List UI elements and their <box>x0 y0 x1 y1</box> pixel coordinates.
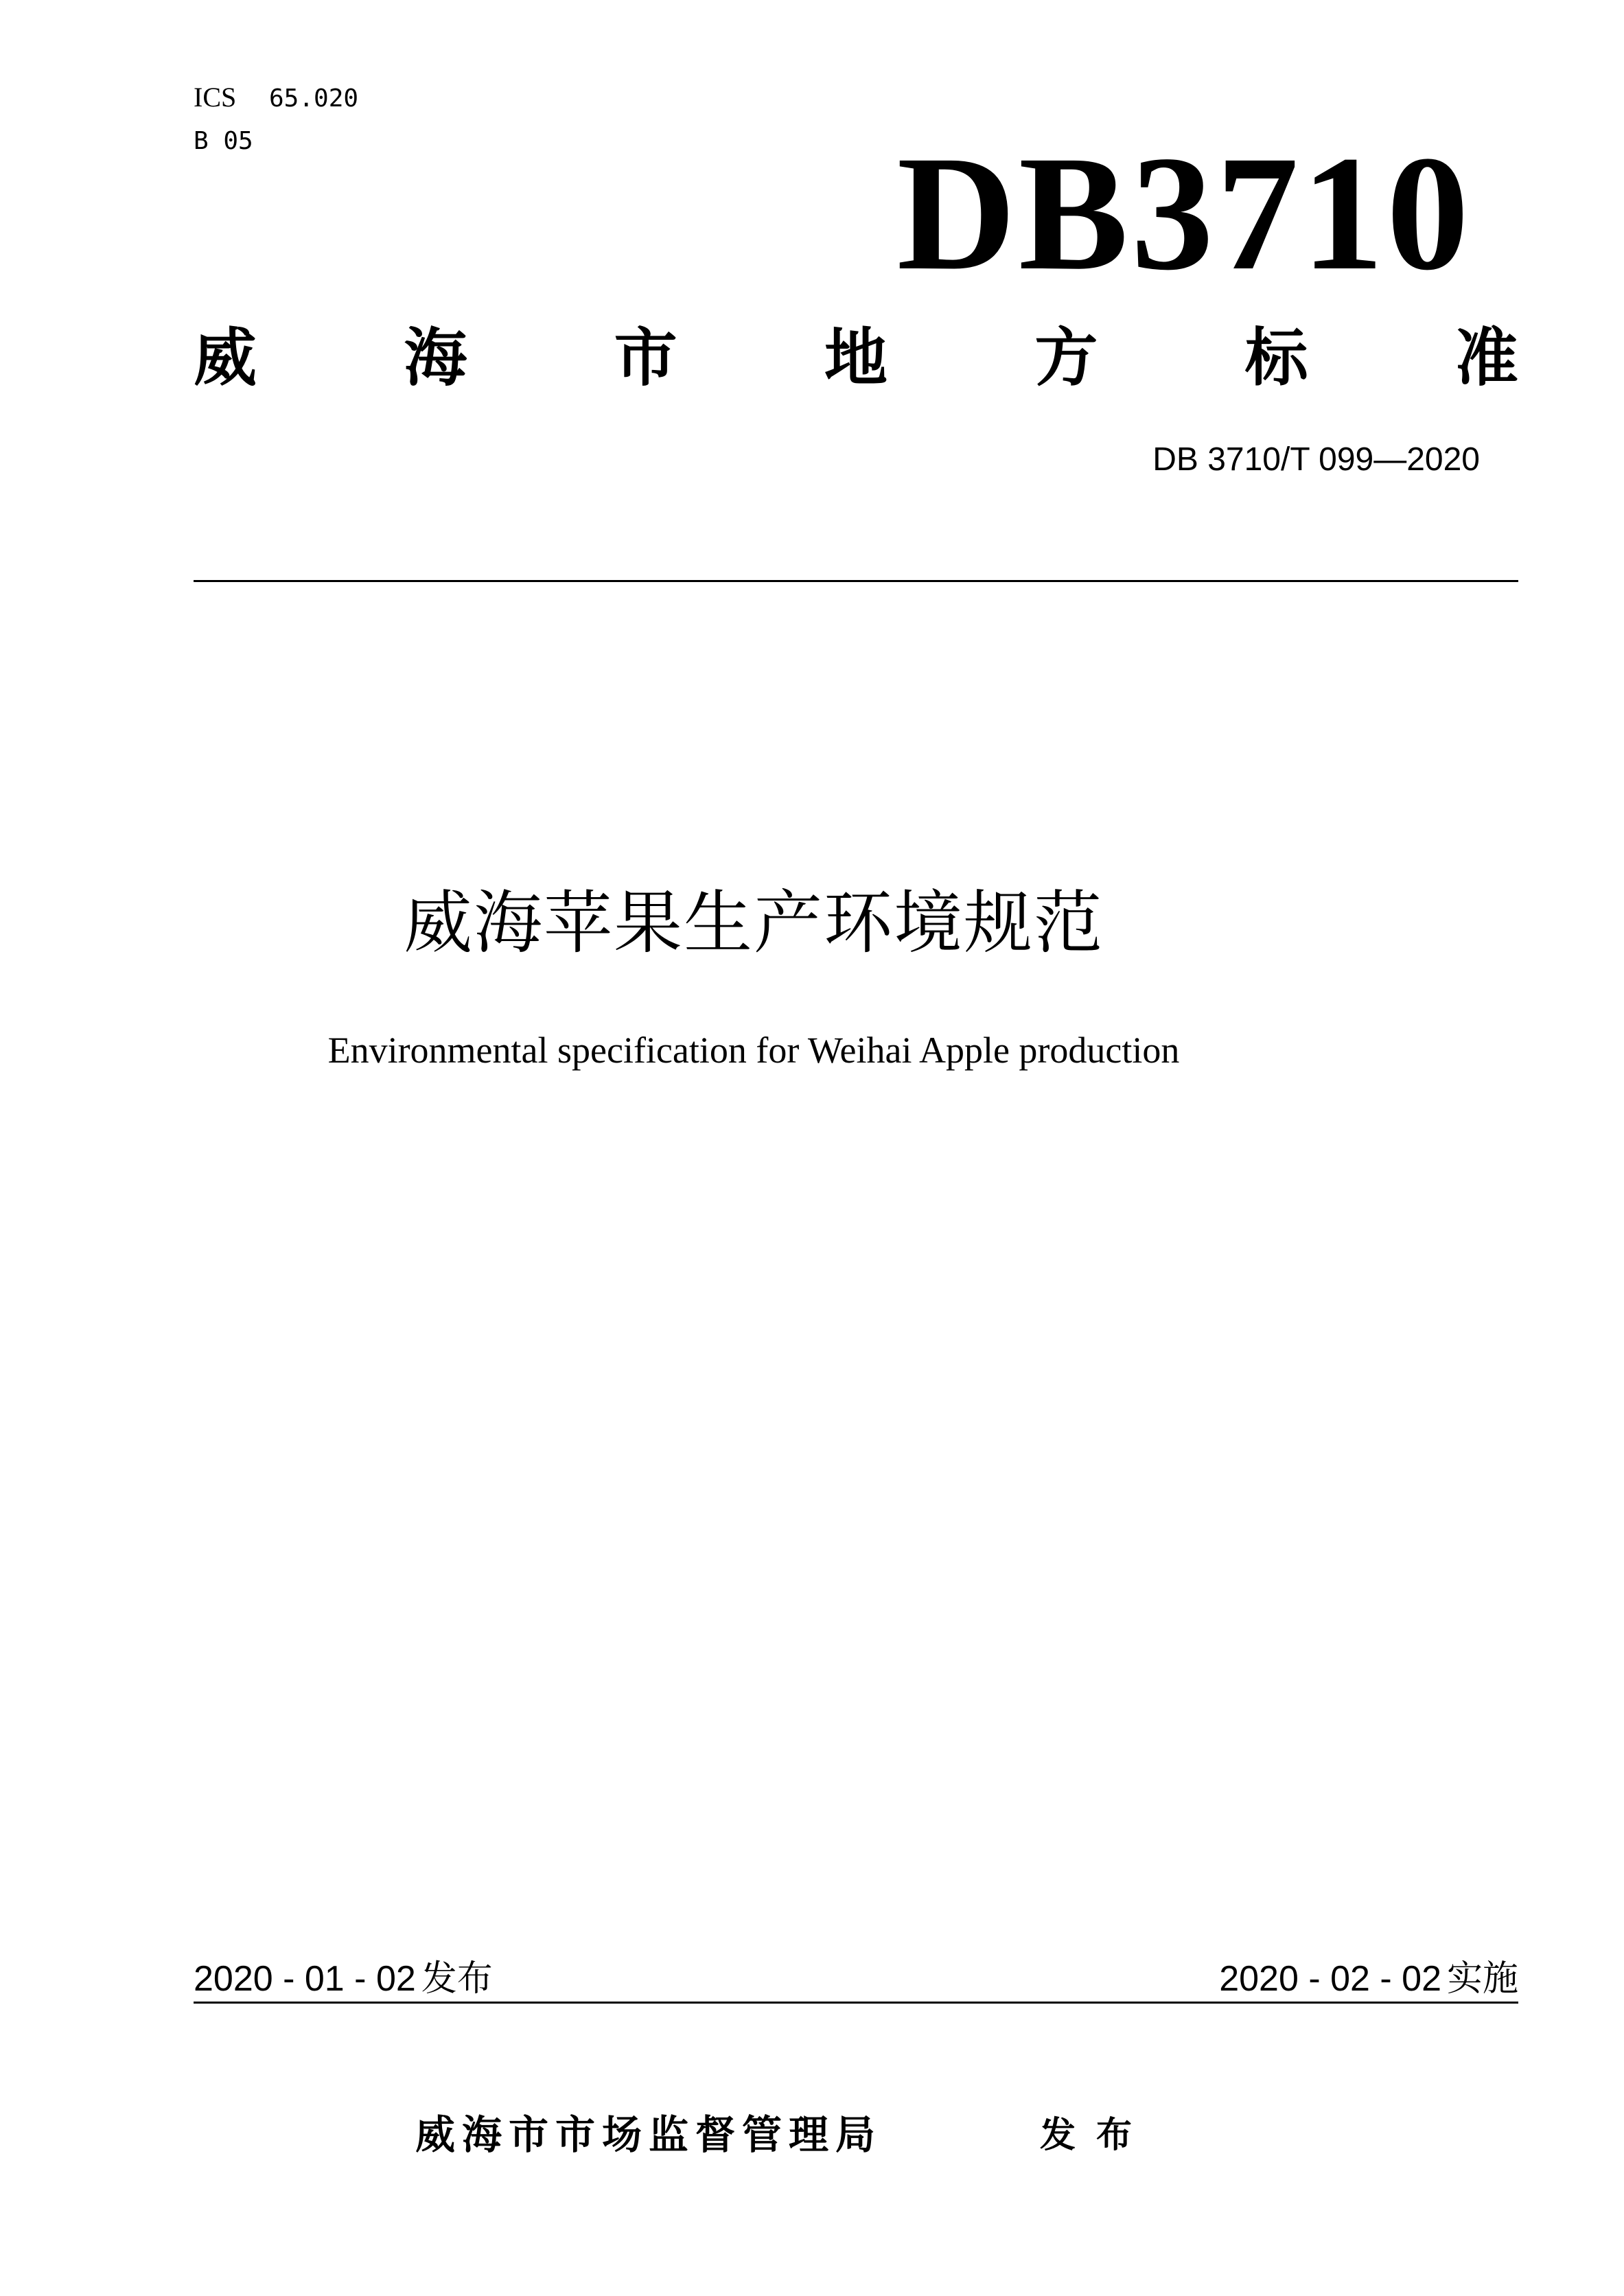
bottom-divider <box>194 2002 1518 2004</box>
standard-type-char: 准 <box>1454 321 1518 395</box>
implement-label: 实施 <box>1446 1958 1518 1999</box>
standard-type-char: 地 <box>824 321 888 395</box>
top-divider <box>194 580 1518 582</box>
standard-type-char: 方 <box>1034 321 1098 395</box>
issuer-row <box>415 2104 1152 2159</box>
ccs-classification: B 05 <box>194 127 253 155</box>
document-title-en: Environmental specification for Weihai Apple production <box>327 1030 1180 1071</box>
implement-date-block <box>1219 1957 1518 2001</box>
document-title-zh: 威海苹果生产环境规范 <box>404 883 1104 963</box>
standard-type-heading <box>194 317 1518 399</box>
standard-mark: DB3710 <box>896 121 1472 304</box>
issuer-name: 威海市市场监督管理局 <box>415 2111 883 2158</box>
ics-label: ICS <box>194 82 237 113</box>
standard-type-char: 海 <box>404 321 467 395</box>
ics-code: 65.020 <box>269 84 359 113</box>
issue-date-block <box>194 1957 493 2001</box>
standard-type-char: 威 <box>194 321 257 395</box>
ics-classification <box>194 81 358 115</box>
standard-type-char: 市 <box>614 321 677 395</box>
issue-date: 2020 - 01 - 02 <box>194 1959 416 1999</box>
standard-type-char: 标 <box>1244 321 1308 395</box>
issuer-action: 发布 <box>1040 2114 1153 2156</box>
date-row <box>194 1953 1518 2001</box>
implement-date: 2020 - 02 - 02 <box>1219 1959 1441 1999</box>
standard-number: DB 3710/T 099—2020 <box>1152 441 1480 478</box>
issue-label: 发布 <box>421 1958 493 1999</box>
